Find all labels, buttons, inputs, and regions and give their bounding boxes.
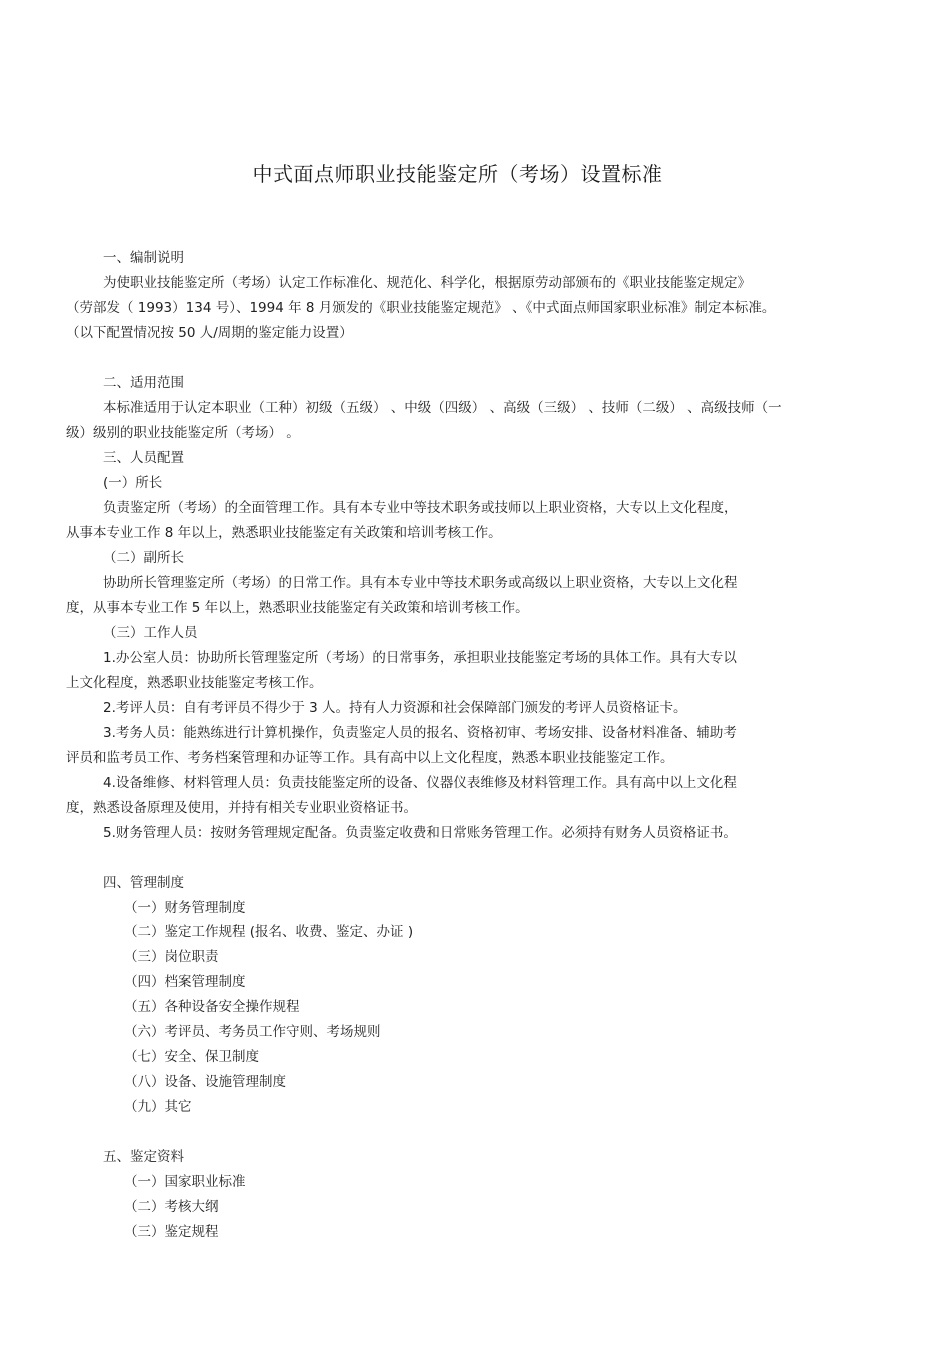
paragraph-line: 为使职业技能鉴定所（考场）认定工作标准化、规范化、科学化，根据原劳动部颁布的《职业技能鉴定规定》 — [103, 275, 751, 291]
paragraph-line: 评员和监考员工作、考务档案管理和办证等工作。具有高中以上文化程度，熟悉本职业技能鉴定工作。 — [66, 750, 674, 766]
paragraph-line: 2.考评人员：自有考评员不得少于 3 人。持有人力资源和社会保障部门颁发的考评人员资格证卡。 — [103, 700, 687, 716]
section-heading-3: 三、人员配置 — [103, 450, 184, 466]
paragraph-line: （以下配置情况按 50 人/周期的鉴定能力设置） — [66, 325, 353, 341]
paragraph-line: 协助所长管理鉴定所（考场）的日常工作。具有本专业中等技术职务或高级以上职业资格，大专以上文化程 — [103, 575, 738, 591]
section-heading-4: 四、管理制度 — [103, 875, 184, 891]
page-title: 中式面点师职业技能鉴定所（考场）设置标准 — [252, 162, 663, 186]
paragraph-line: 负责鉴定所（考场）的全面管理工作。具有本专业中等技术职务或技师以上职业资格，大专以上文化程度， — [103, 500, 738, 516]
subheading: （二）副所长 — [103, 550, 184, 566]
subheading: (一）所长 — [103, 475, 163, 491]
section-heading-5: 五、鉴定资料 — [103, 1149, 184, 1165]
list-item: （七）安全、保卫制度 — [124, 1049, 259, 1065]
list-item: （二）鉴定工作规程 (报名、收费、鉴定、办证 ) — [124, 924, 414, 940]
list-item: （一）财务管理制度 — [124, 900, 246, 916]
list-item: （三）岗位职责 — [124, 949, 219, 965]
list-item: （九）其它 — [124, 1099, 192, 1115]
subheading: （三）工作人员 — [103, 625, 198, 641]
paragraph-line: 级）级别的职业技能鉴定所（考场） 。 — [66, 425, 300, 441]
list-item: （三）鉴定规程 — [124, 1224, 219, 1240]
paragraph-line: 1.办公室人员：协助所长管理鉴定所（考场）的日常事务，承担职业技能鉴定考场的具体工作。具有大专以 — [103, 650, 737, 666]
list-item: （二）考核大纲 — [124, 1199, 219, 1215]
paragraph-line: 本标准适用于认定本职业（工种）初级（五级） 、中级（四级） 、高级（三级） 、技师（二级） 、高级技师（一 — [103, 400, 782, 416]
list-item: （五）各种设备安全操作规程 — [124, 999, 300, 1015]
paragraph-line: 5.财务管理人员：按财务管理规定配备。负责鉴定收费和日常账务管理工作。必须持有财务人员资格证书。 — [103, 825, 737, 841]
paragraph-line: 上文化程度，熟悉职业技能鉴定考核工作。 — [66, 675, 323, 691]
list-item: （六）考评员、考务员工作守则、考场规则 — [124, 1024, 381, 1040]
paragraph-line: 4.设备维修、材料管理人员：负责技能鉴定所的设备、仪器仪表维修及材料管理工作。具有高中以上文化程 — [103, 775, 737, 791]
list-item: （八）设备、设施管理制度 — [124, 1074, 286, 1090]
paragraph-line: 度，从事本专业工作 5 年以上，熟悉职业技能鉴定有关政策和培训考核工作。 — [66, 600, 529, 616]
paragraph-line: 3.考务人员：能熟练进行计算机操作，负责鉴定人员的报名、资格初审、考场安排、设备材料准备、辅助考 — [103, 725, 737, 741]
list-item: （四）档案管理制度 — [124, 974, 246, 990]
list-item: （一）国家职业标准 — [124, 1174, 246, 1190]
paragraph-line: 度，熟悉设备原理及使用，并持有相关专业职业资格证书。 — [66, 800, 417, 816]
paragraph-line: 从事本专业工作 8 年以上，熟悉职业技能鉴定有关政策和培训考核工作。 — [66, 525, 502, 541]
section-heading-2: 二、适用范围 — [103, 375, 184, 391]
section-heading-1: 一、编制说明 — [103, 250, 184, 266]
paragraph-line: （劳部发（ 1993）134 号）、1994 年 8 月颁发的《职业技能鉴定规范》 、《中式面点师国家职业标准》制定本标准。 — [66, 300, 776, 316]
